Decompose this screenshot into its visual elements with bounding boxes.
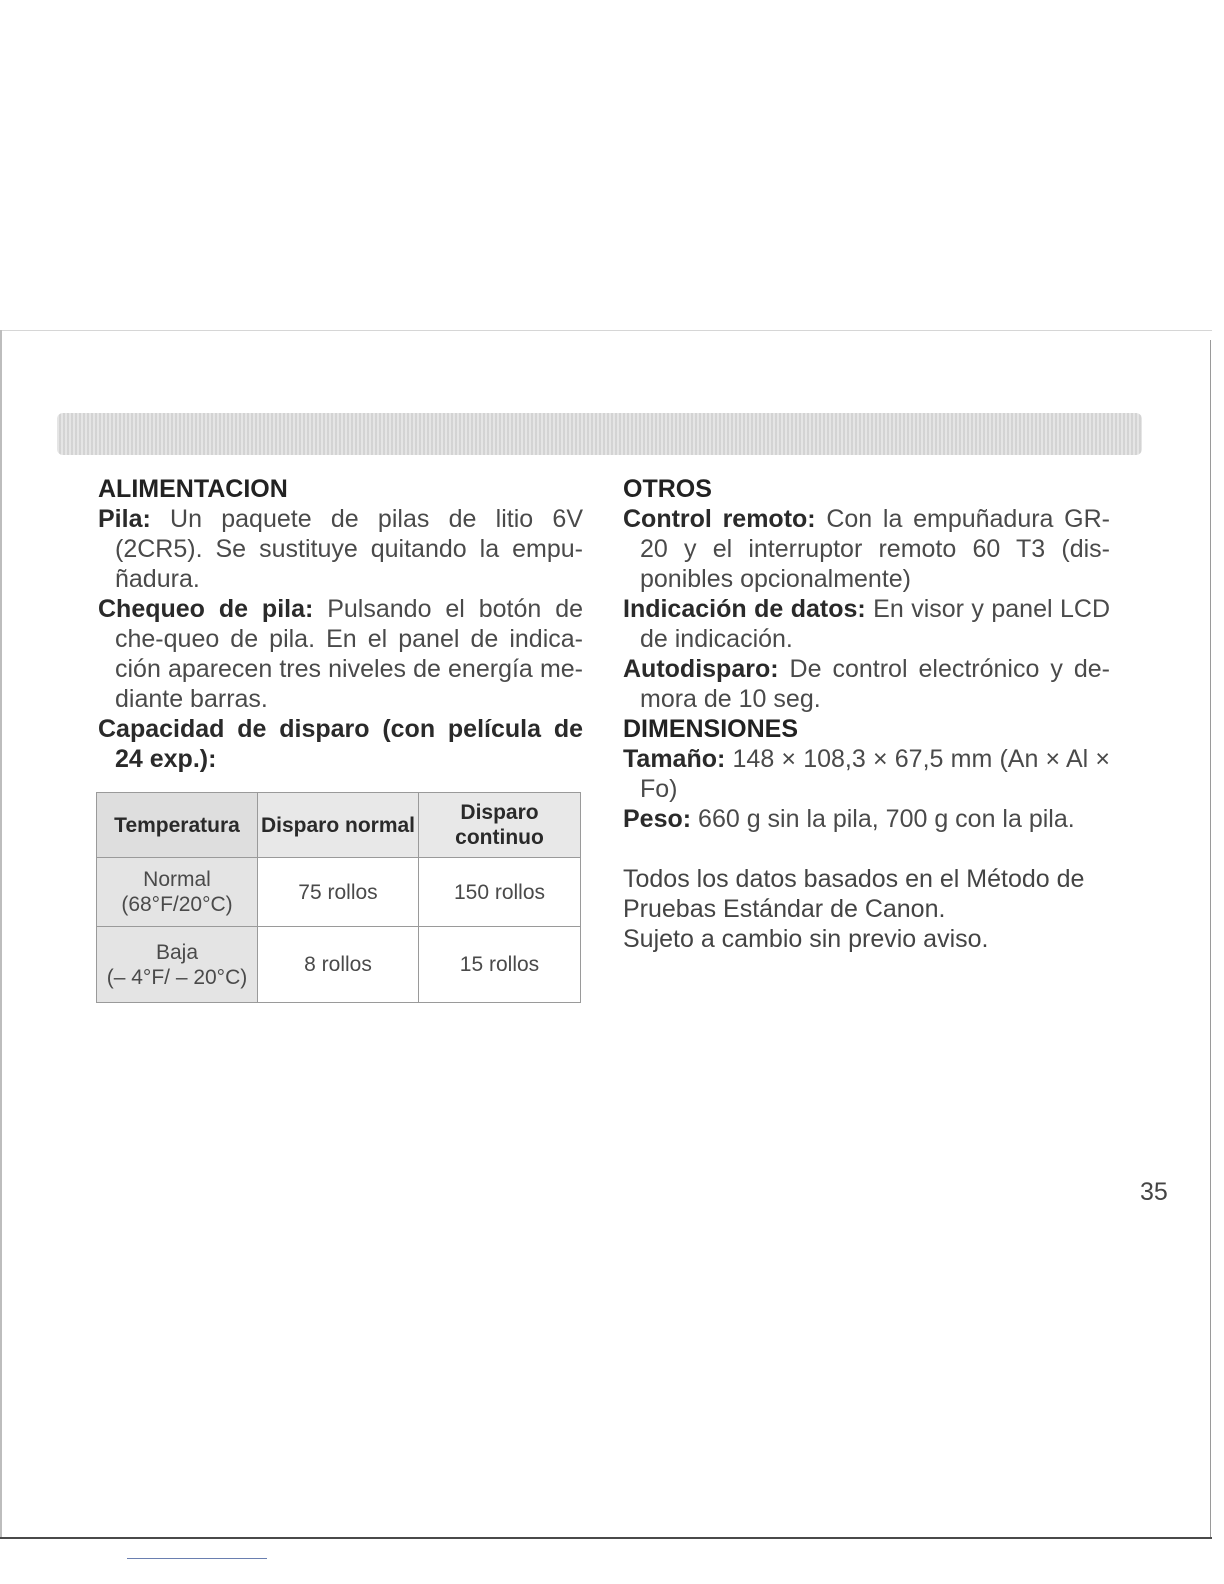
spacer xyxy=(623,834,1110,864)
page-frame-top xyxy=(0,330,1212,331)
term-autodisparo: Autodisparo: xyxy=(623,655,779,683)
entry-indicacion xyxy=(623,594,1110,654)
entry-chequeo xyxy=(98,594,583,714)
normal-value: 8 rollos xyxy=(258,927,419,1003)
entry-autodisparo xyxy=(623,654,1110,714)
term-peso: Peso: xyxy=(623,805,692,833)
bottom-rule xyxy=(127,1558,267,1559)
desc-autodisparo: De control electrónico y de-mora de 10 seg. xyxy=(640,655,1110,713)
header-disparo-continuo: Disparo continuo xyxy=(419,793,581,858)
entry-peso xyxy=(623,804,1110,834)
section-title-alimentacion: ALIMENTACION xyxy=(98,475,288,503)
section-title-dimensiones: DIMENSIONES xyxy=(623,715,799,743)
table-row xyxy=(97,927,581,1003)
header-temperatura: Temperatura xyxy=(97,793,258,858)
term-pila: Pila: xyxy=(98,505,151,533)
note-datos: Todos los datos basados en el Método de Pruebas Estándar de Canon. xyxy=(623,865,1085,923)
continuo-value: 150 rollos xyxy=(419,858,581,927)
section-header-bar xyxy=(57,413,1142,455)
temp-range: (68°F/20°C) xyxy=(121,893,233,916)
term-capacidad: Capacidad de disparo (con película de 24 exp.): xyxy=(98,715,583,773)
temp-label: Normal xyxy=(143,868,211,891)
page-frame-bottom xyxy=(0,1537,1212,1539)
term-indicacion: Indicación de datos: xyxy=(623,595,866,623)
desc-control-remoto: Con la empuñadura GR-20 y el interruptor remoto 60 T3 (dis-ponibles opcionalmente) xyxy=(640,505,1110,593)
capacity-table xyxy=(96,792,581,1003)
desc-peso: 660 g sin la pila, 700 g con la pila. xyxy=(691,805,1075,833)
section-title-otros: OTROS xyxy=(623,475,712,503)
table-header-row xyxy=(97,793,581,858)
term-control-remoto: Control remoto: xyxy=(623,505,816,533)
desc-tamano: 148 × 108,3 × 67,5 mm (An × Al × Fo) xyxy=(640,745,1110,803)
term-tamano: Tamaño: xyxy=(623,745,726,773)
temp-cell xyxy=(97,858,258,927)
desc-indicacion: En visor y panel LCD de indicación. xyxy=(640,595,1111,653)
table-row xyxy=(97,858,581,927)
temp-cell xyxy=(97,927,258,1003)
term-chequeo: Chequeo de pila: xyxy=(98,595,314,623)
header-disparo-normal: Disparo normal xyxy=(258,793,419,858)
page-frame-right xyxy=(1210,340,1211,1538)
entry-pila xyxy=(98,504,583,594)
continuo-value: 15 rollos xyxy=(419,927,581,1003)
right-column xyxy=(623,474,1110,954)
entry-control-remoto xyxy=(623,504,1110,594)
left-column xyxy=(98,474,583,774)
note-cambio: Sujeto a cambio sin previo aviso. xyxy=(623,925,989,953)
temp-range: (– 4°F/ – 20°C) xyxy=(106,965,248,989)
desc-pila: Un paquete de pilas de litio 6V (2CR5). Se sustituye quitando la empu-ñadura. xyxy=(115,505,583,593)
entry-tamano xyxy=(623,744,1110,804)
desc-chequeo: Pulsando el botón de che-queo de pila. En el panel de indica-ción aparecen tres niveles de energía me-diante barras. xyxy=(115,595,584,713)
page-frame-left xyxy=(0,330,2,1538)
entry-capacidad xyxy=(98,714,583,774)
temp-label: Baja xyxy=(155,940,199,964)
normal-value: 75 rollos xyxy=(258,858,419,927)
page-number: 35 xyxy=(1140,1178,1168,1206)
